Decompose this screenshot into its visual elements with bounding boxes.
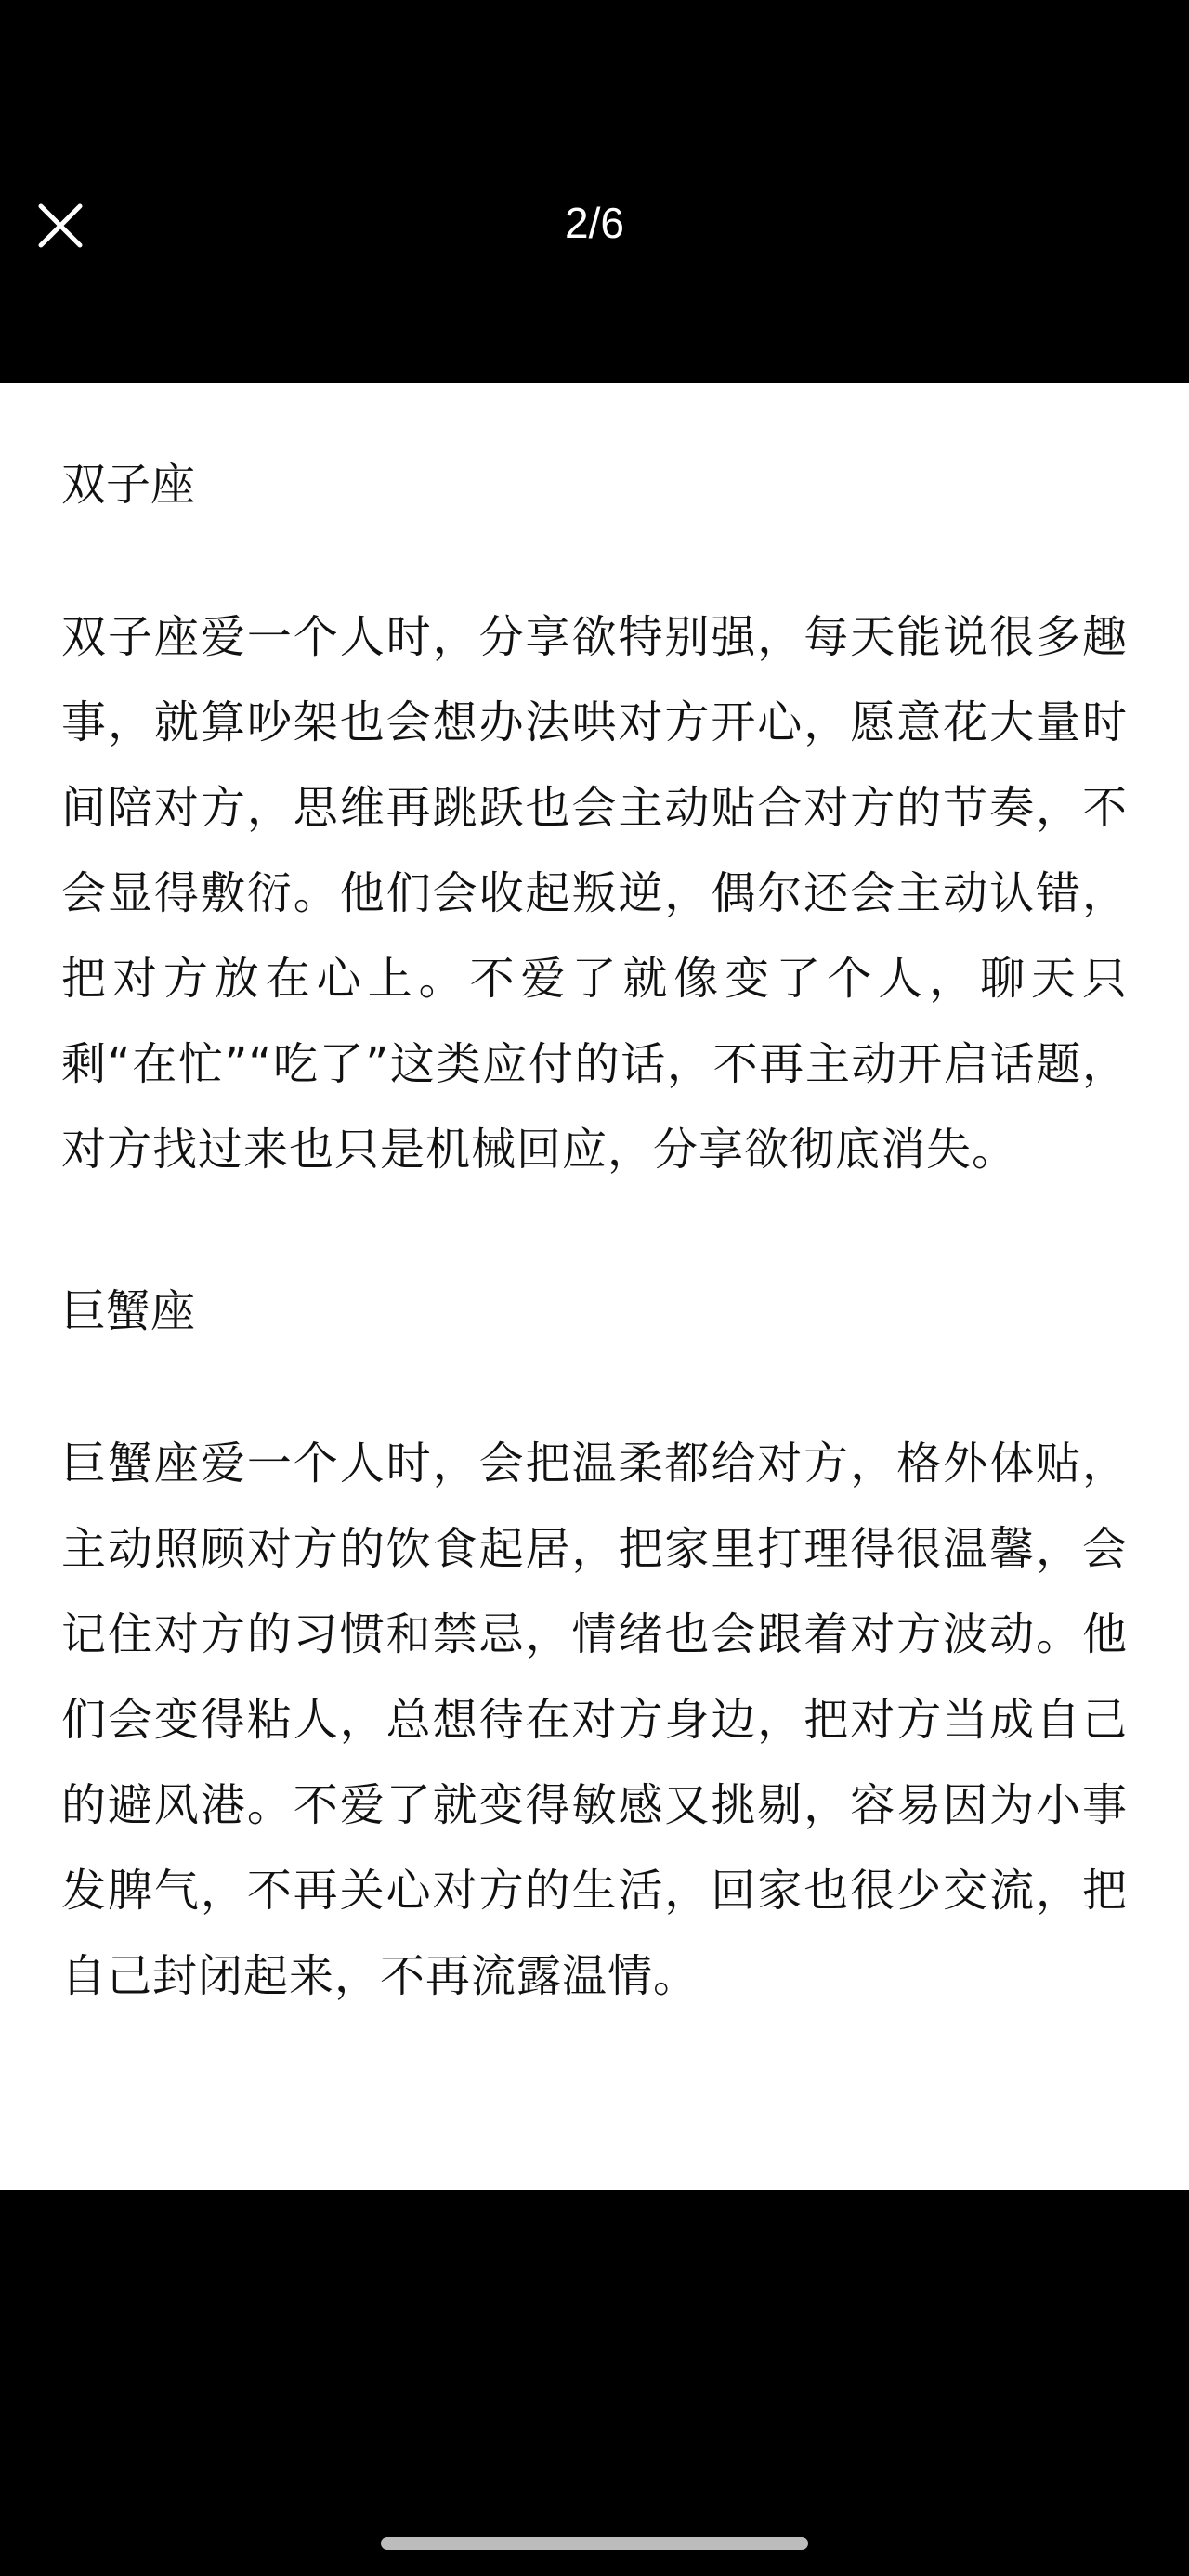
section-cancer [61,1268,1128,2019]
home-indicator[interactable] [381,2537,808,2550]
section-body: 巨蟹座爱一个人时，会把温柔都给对方，格外体贴，主动照顾对方的饮食起居，把家里打理得很温馨，会记住对方的习惯和禁忌，情绪也会跟着对方波动。他们会变得粘人，总想待在对方身边，把对方当成自己的避风港。不爱了就变得敏感又挑剔，容易因为小事发脾气，不再关心对方的生活，回家也很少交流，把自己封闭起来，不再流露温情。 [61,1438,1128,2002]
section-title: 巨蟹座 [61,1285,196,1337]
section-title: 双子座 [61,459,196,511]
close-button[interactable] [28,193,93,258]
close-icon [28,193,93,258]
viewer-top-bar [0,0,1189,383]
page-counter: 2/6 [565,199,624,247]
viewer-bottom-bar [0,2190,1189,2576]
section-body: 双子座爱一个人时，分享欲特别强，每天能说很多趣事，就算吵架也会想办法哄对方开心，愿意花大量时间陪对方，思维再跳跃也会主动贴合对方的节奏，不会显得敷衍。他们会收起叛逆，偶尔还会主动认错，把对方放在心上。不爱了就像变了个人，聊天只剩“在忙”“吃了”这类应付的话，不再主动开启话题，对方找过来也只是机械回应，分享欲彻底消失。 [61,611,1128,1176]
image-content [0,383,1189,2190]
section-gemini [61,442,1128,1192]
